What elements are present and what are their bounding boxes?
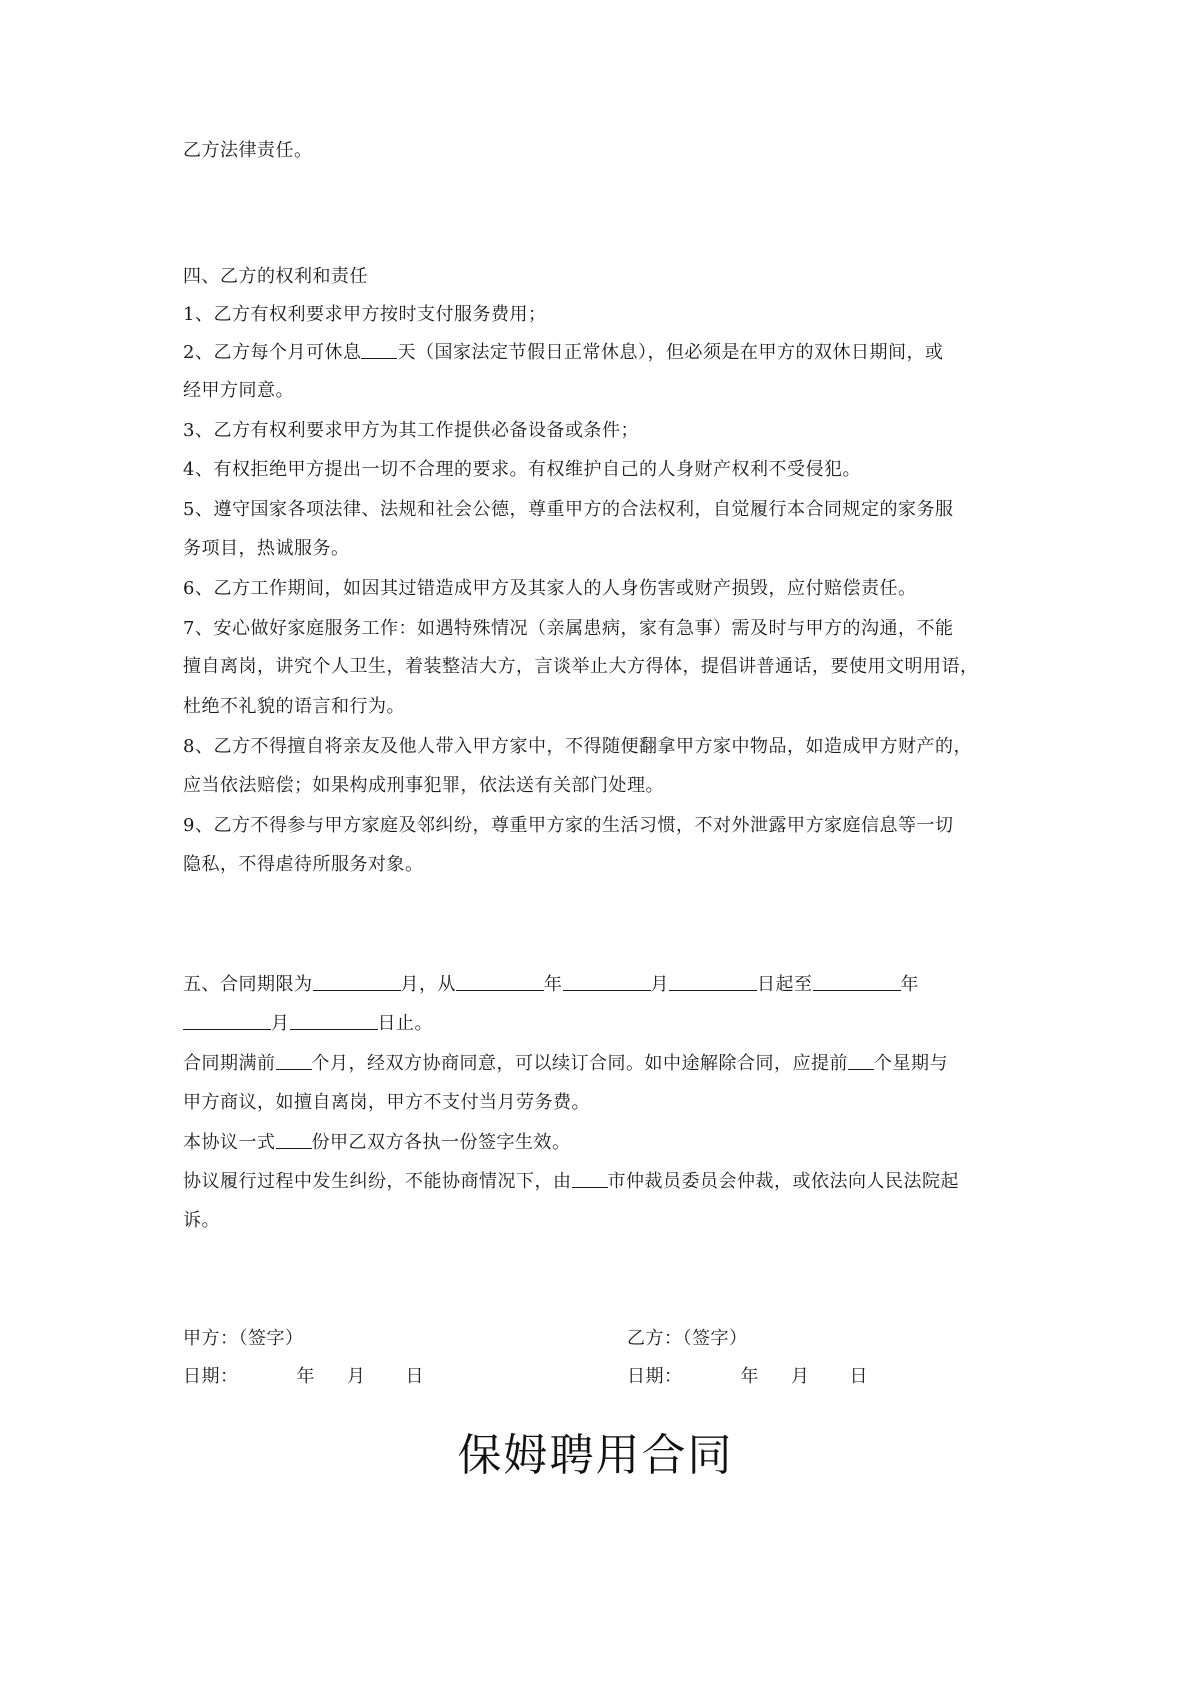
section-5-renew: [183, 1051, 948, 1077]
term-months-blank: [313, 972, 401, 991]
item-text: 2、乙方每个月可休息: [183, 342, 362, 363]
dispute-text: 协议履行过程中发生纠纷，不能协商情况下，由: [183, 1171, 572, 1192]
term-text: 日止。: [377, 1013, 433, 1034]
party-b-date: [627, 1364, 868, 1390]
month-label: 月: [791, 1366, 810, 1387]
start-day-blank: [669, 972, 757, 991]
item-text: 天（国家法定节假日正常休息），但必须是在甲方的双休日期间，或: [397, 342, 944, 363]
item-text: 4、有权拒绝甲方提出一切不合理的要求。有权维护自己的人身财产权利不受侵犯。: [183, 459, 861, 480]
copies-blank: [276, 1130, 312, 1149]
year-label: 年: [740, 1366, 759, 1387]
renew-text: 个星期与: [874, 1053, 948, 1074]
item-text: 隐私，不得虐待所服务对象。: [183, 854, 424, 875]
document-title: 保姆聘用合同: [457, 1430, 734, 1481]
day-label: 日: [405, 1366, 424, 1387]
section-5-renew-cont: [183, 1090, 590, 1116]
dispute-text: 诉。: [183, 1210, 220, 1231]
item-text: 应当依法赔偿；如果构成刑事犯罪，依法送有关部门处理。: [183, 775, 664, 796]
continued-text: [183, 138, 313, 164]
term-text: 月: [271, 1013, 290, 1034]
renew-months-blank: [276, 1051, 312, 1070]
item-text: 3、乙方有权利要求甲方为其工作提供必备设备或条件；: [183, 420, 639, 441]
term-text: 月: [650, 974, 669, 995]
rest-days-blank: [361, 340, 397, 359]
section-5-term-cont: [183, 1011, 433, 1037]
section-4-item-7-cont2: [183, 694, 405, 720]
section-4-item-6: [183, 576, 916, 602]
section-5-term: [183, 972, 919, 998]
item-text: 经甲方同意。: [183, 380, 294, 401]
copies-text: 本协议一式: [183, 1132, 276, 1153]
section-4-item-1: [183, 302, 546, 328]
month-label: 月: [347, 1366, 366, 1387]
start-year-blank: [456, 972, 544, 991]
renew-text: 个月，经双方协商同意，可以续订合同。如中途解除合同，应提前: [311, 1053, 848, 1074]
section-4-item-2-cont: [183, 378, 294, 404]
term-text: 年: [544, 974, 563, 995]
dispute-text: 市仲裁员委员会仲裁，或依法向人民法院起: [607, 1171, 959, 1192]
term-text: 日起至: [757, 974, 813, 995]
party-b-signature: [627, 1326, 748, 1352]
end-month-blank: [183, 1011, 271, 1030]
item-text: 6、乙方工作期间，如因其过错造成甲方及其家人的人身伤害或财产损毁，应付赔偿责任。: [183, 578, 917, 599]
renew-text: 合同期满前: [183, 1053, 276, 1074]
copies-text: 份甲乙双方各执一份签字生效。: [311, 1132, 571, 1153]
party-a-signature: [183, 1326, 304, 1352]
term-text: 五、合同期限为: [183, 974, 313, 995]
item-text: 5、遵守国家各项法律、法规和社会公德，尊重甲方的合法权利，自觉履行本合同规定的家务服: [183, 499, 954, 520]
section-4-item-2: [183, 340, 943, 366]
date-label: 日期：: [183, 1366, 239, 1387]
term-text: 月，从: [400, 974, 456, 995]
section-4-item-9-cont: [183, 852, 424, 878]
section-4-item-5: [183, 497, 953, 523]
item-text: 9、乙方不得参与甲方家庭及邻纠纷，尊重甲方家的生活习惯，不对外泄露甲方家庭信息等一切: [183, 815, 954, 836]
notice-weeks-blank: [848, 1051, 874, 1070]
section-4-item-7: [183, 616, 953, 642]
section-4-item-8-cont: [183, 773, 664, 799]
item-text: 7、安心做好家庭服务工作：如遇特殊情况（亲属患病，家有急事）需及时与甲方的沟通，不能: [183, 618, 954, 639]
item-text: 杜绝不礼貌的语言和行为。: [183, 696, 405, 717]
party-a-date: [183, 1364, 424, 1390]
section-4-item-8: [183, 734, 972, 760]
item-text: 1、乙方有权利要求甲方按时支付服务费用；: [183, 304, 547, 325]
end-day-blank: [290, 1011, 378, 1030]
section-4-item-4: [183, 457, 861, 483]
section-4-item-5-cont: [183, 536, 350, 562]
renew-text: 甲方商议，如擅自离岗，甲方不支付当月劳务费。: [183, 1092, 590, 1113]
signature-label: 甲方：（签字）: [183, 1328, 304, 1349]
start-month-blank: [563, 972, 651, 991]
section-5-dispute: [183, 1169, 959, 1195]
item-text: 擅自离岗，讲究个人卫生，着装整洁大方，言谈举止大方得体，提倡讲普通话，要使用文明用语，: [183, 656, 979, 677]
term-text: 年: [900, 974, 919, 995]
city-blank: [572, 1169, 608, 1188]
section-4-item-9: [183, 813, 953, 839]
section-4-item-3: [183, 418, 639, 444]
end-year-blank: [813, 972, 901, 991]
item-text: 8、乙方不得擅自将亲友及他人带入甲方家中，不得随便翻拿甲方家中物品，如造成甲方财产的，: [183, 736, 972, 757]
item-text: 务项目，热诚服务。: [183, 538, 350, 559]
section-5-copies: [183, 1130, 571, 1156]
date-label: 日期：: [627, 1366, 683, 1387]
day-label: 日: [849, 1366, 868, 1387]
section-4-item-7-cont: [183, 654, 979, 680]
paragraph-text: 乙方法律责任。: [183, 140, 313, 161]
section-4-heading: [183, 264, 368, 290]
year-label: 年: [296, 1366, 315, 1387]
heading-text: 四、乙方的权利和责任: [183, 266, 368, 287]
signature-label: 乙方：（签字）: [627, 1328, 748, 1349]
section-5-dispute-cont: [183, 1208, 220, 1234]
